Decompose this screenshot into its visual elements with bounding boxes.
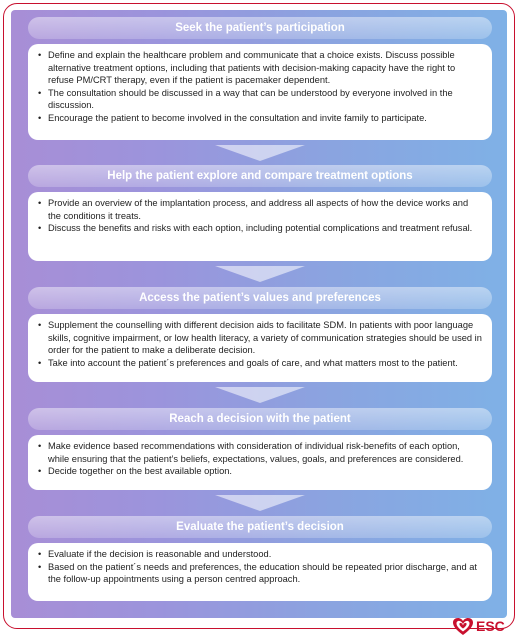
step-3-bullet-1: • Supplement the counselling with different decision aids to facilitate SDM. In patients with poor language skills, cognitive impairment, or low health literacy, a variety of communication strategies should be used in order for the patient to make a deliberate decision. xyxy=(38,319,482,357)
step-2-bullet-1: • Provide an overview of the implantation process, and address all aspects of how the device works and the conditions it treats. xyxy=(38,197,482,222)
step-4-bullets xyxy=(38,440,482,478)
arrow-down-icon xyxy=(215,145,305,161)
step-5-bullet-1: • Evaluate if the decision is reasonable and understood. xyxy=(38,548,482,561)
arrow-down-icon xyxy=(215,495,305,511)
step-1-bullet-1: • Define and explain the healthcare problem and communicate that a choice exists. Discuss possible alternative treatment options, including that patients with decision-making capacity have the right to refuse PM/CRT therapy, even if the patient is pacemaker dependent. xyxy=(38,49,482,87)
arrow-down-icon xyxy=(215,387,305,403)
step-3-title: Access the patient’s values and preferences xyxy=(28,287,492,309)
step-2-box xyxy=(28,192,492,261)
esc-logo-text: ESC xyxy=(476,618,505,634)
step-5-box xyxy=(28,543,492,601)
step-4-bullet-2: • Decide together on the best available option. xyxy=(38,465,482,478)
esc-heart-logo-icon xyxy=(452,617,474,636)
step-1-bullets xyxy=(38,49,482,125)
step-4-title: Reach a decision with the patient xyxy=(28,408,492,430)
step-2-bullets xyxy=(38,197,482,235)
arrow-down-icon xyxy=(215,266,305,282)
step-5-bullet-2: • Based on the patient´s needs and preferences, the education should be repeated prior discharge, and at the follow-up appointments using a person centred approach. xyxy=(38,561,482,586)
step-3-bullet-2: • Take into account the patient´s preferences and goals of care, and what matters most to the patient. xyxy=(38,357,482,370)
step-1-bullet-3: • Encourage the patient to become involved in the consultation and invite family to participate. xyxy=(38,112,482,125)
step-4-bullet-1: • Make evidence based recommendations with consideration of individual risk-benefits of each option, while ensuring that the patient’s beliefs, expectations, values, goals, and preferences are considered. xyxy=(38,440,482,465)
step-1-bullet-2: • The consultation should be discussed in a way that can be understood by everyone involved in the discussion. xyxy=(38,87,482,112)
step-2-title: Help the patient explore and compare treatment options xyxy=(28,165,492,187)
step-1-box xyxy=(28,44,492,140)
step-3-box xyxy=(28,314,492,382)
step-1-title: Seek the patient’s participation xyxy=(28,17,492,39)
step-3-bullets xyxy=(38,319,482,369)
step-2-bullet-2: • Discuss the benefits and risks with each option, including potential complications and treatment refusal. xyxy=(38,222,482,235)
step-4-box xyxy=(28,435,492,490)
step-5-title: Evaluate the patient’s decision xyxy=(28,516,492,538)
step-5-bullets xyxy=(38,548,482,586)
